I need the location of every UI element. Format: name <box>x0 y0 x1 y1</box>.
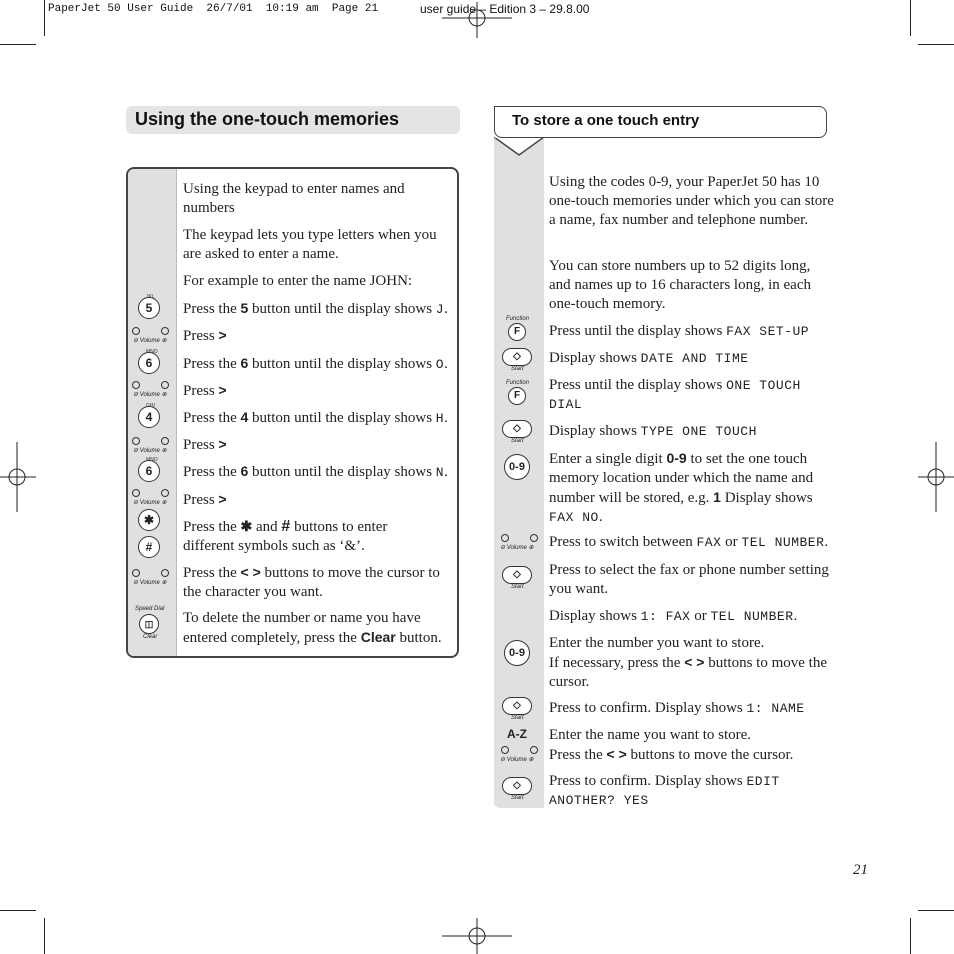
step-one-touch-dial: Press until the display shows ONE TOUCH DIAL <box>549 377 801 412</box>
step-confirm-name: Press to confirm. Display shows 1: NAME <box>549 700 805 716</box>
crop-mark <box>44 0 45 36</box>
crop-mark <box>910 918 911 954</box>
crop-mark <box>44 918 45 954</box>
step-enter-name: Enter the name you want to store. Press the < > buttons to move the cursor. <box>549 727 794 763</box>
registration-mark-left <box>0 442 36 512</box>
step-type-one-touch: Display shows TYPE ONE TOUCH <box>549 423 757 439</box>
keypad-subheading: Using the keypad to enter names and numbers <box>183 181 405 216</box>
example-intro: For example to enter the name JOHN: <box>183 273 413 289</box>
registration-mark-top <box>442 2 512 38</box>
crop-mark <box>0 910 36 911</box>
right-section-heading <box>494 106 827 138</box>
step-switch-fax-tel: Press to switch between FAX or TEL NUMBER. <box>549 534 829 550</box>
left-section-title: Using the one-touch memories <box>135 109 400 129</box>
registration-mark-bottom <box>442 918 512 954</box>
left-section-heading <box>126 106 460 134</box>
crop-mark <box>910 0 911 36</box>
step-enter-digit: Enter a single digit 0-9 to set the one touch memory location under which the name and number will be stored, e.g. 1 Display shows FAX NO. <box>549 450 814 525</box>
step-date-time: Display shows DATE AND TIME <box>549 350 749 366</box>
step-symbols: Press the ✱ and # buttons to enter different symbols such as ‘&’. <box>183 518 388 554</box>
slug-edition: user guide – Edition 3 – 29.8.00 <box>420 2 590 16</box>
step-press-next-2: Press > <box>183 382 227 399</box>
step-select-setting: Press to select the fax or phone number setting you want. <box>549 562 829 597</box>
crop-mark <box>0 44 36 45</box>
page-number: 21 <box>853 862 868 878</box>
step-press-6-n: Press the 6 button until the display shows N. <box>183 463 448 480</box>
step-press-next-4: Press > <box>183 491 227 508</box>
step-press-next-1: Press > <box>183 327 227 344</box>
step-press-4: Press the 4 button until the display shows H. <box>183 409 448 426</box>
step-press-next-3: Press > <box>183 436 227 453</box>
slug-line: PaperJet 50 User Guide 26/7/01 10:19 am Page 21 <box>48 3 379 15</box>
step-clear: To delete the number or name you have entered completely, press the Clear button. <box>183 610 442 646</box>
step-press-6-o: Press the 6 button until the display shows O. <box>183 355 448 372</box>
crop-mark <box>918 44 954 45</box>
step-edit-another: Press to confirm. Display shows EDIT ANOTHER? YES <box>549 773 780 808</box>
step-move-cursor: Press the < > buttons to move the cursor to the character you want. <box>183 564 440 600</box>
step-press-5: Press the 5 button until the display shows J. <box>183 300 448 317</box>
step-fax-setup: Press until the display shows FAX SET-UP <box>549 323 810 339</box>
limits-intro: You can store numbers up to 52 digits long, and names up to 16 characters long, in each one-touch memory. <box>549 258 811 312</box>
heading-pointer <box>494 137 544 157</box>
step-enter-number: Enter the number you want to store. If necessary, press the < > buttons to move the cursor. <box>549 635 827 690</box>
right-section-title: To store a one touch entry <box>512 112 700 129</box>
crop-mark <box>918 910 954 911</box>
step-display-fax-tel: Display shows 1: FAX or TEL NUMBER. <box>549 608 798 624</box>
registration-mark-right <box>918 442 954 512</box>
keypad-intro: The keypad lets you type letters when you are asked to enter a name. <box>183 227 437 262</box>
codes-intro: Using the codes 0-9, your PaperJet 50 has 10 one-touch memories under which you can store a name, fax number and telephone number. <box>549 174 834 228</box>
